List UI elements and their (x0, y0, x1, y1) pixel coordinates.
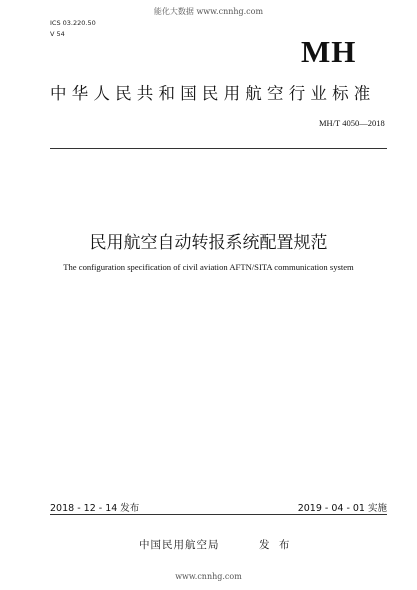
issue-label: 发 布 (259, 539, 293, 551)
implementation-date: 2019 - 04 - 01 实施 (297, 503, 387, 514)
document-title-cn: 民用航空自动转报系统配置规范 (89, 233, 328, 253)
standard-title: 中华人民共和国民用航空行业标准 (50, 84, 376, 103)
issue-date: 2018 - 12 - 14 发布 (50, 503, 140, 514)
issuer-name: 中国民用航空局 (139, 539, 220, 551)
watermark-bottom: www.cnnhg.com (175, 572, 242, 581)
footer-divider (50, 514, 387, 515)
standard-number: MH/T 4050—2018 (319, 118, 385, 128)
ccs-code: V 54 (50, 30, 65, 38)
document-title-en: The configuration specification of civil aviation AFTN/SITA communication system (63, 262, 354, 272)
watermark-top: 能化大数据 www.cnnhg.com (153, 7, 264, 16)
mh-logo: MH (301, 34, 357, 69)
ics-code: ICS 03.220.50 (50, 19, 96, 27)
header-divider (50, 148, 387, 149)
